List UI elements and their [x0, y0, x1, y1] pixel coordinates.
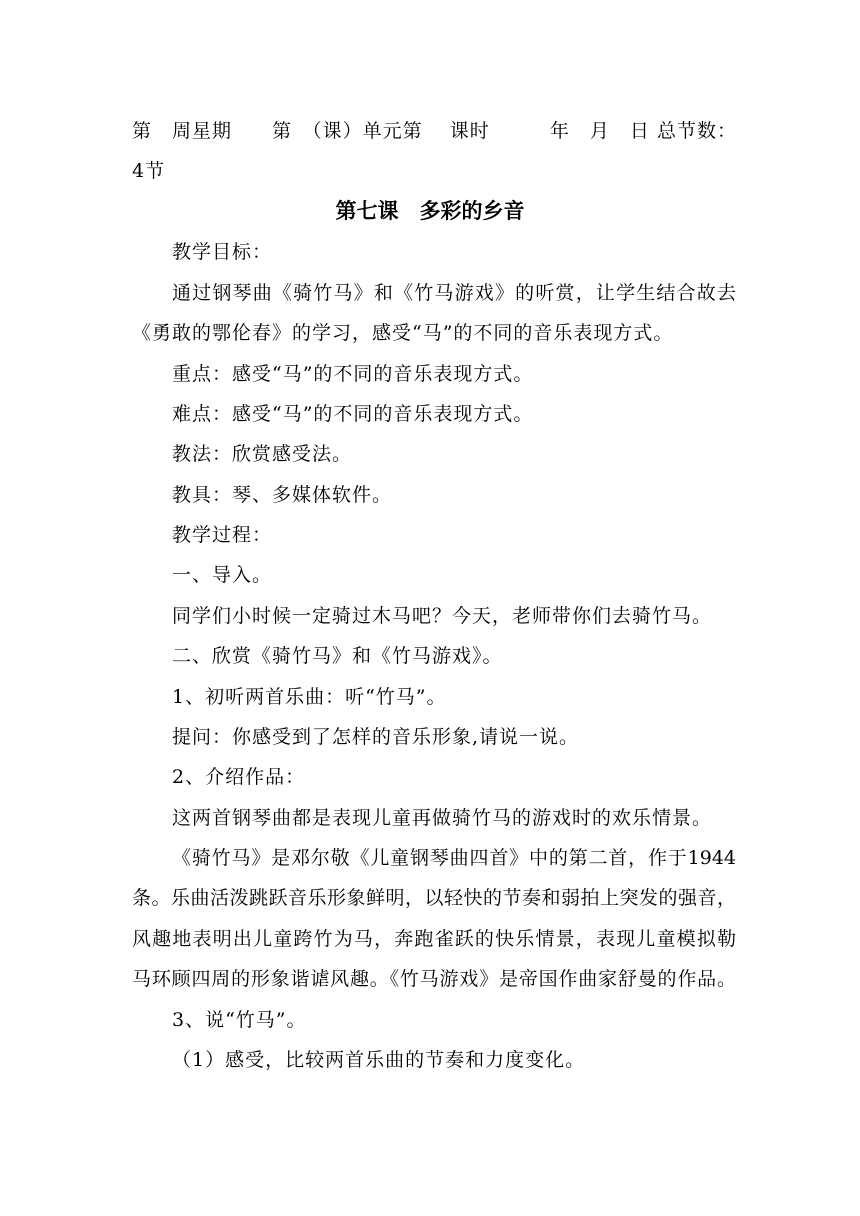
section-appreciation-heading: 二、欣赏《骑竹马》和《竹马游戏》。 — [172, 645, 503, 667]
paragraph-process-heading: 教学过程： — [172, 524, 273, 546]
header-line: 第 周星期 第 （课）单元第 课时 年 月 日 总节数： — [132, 120, 736, 142]
paragraph-work-line-3: 风趣地表明出儿童跨竹为马，奔跑雀跃的快乐情景，表现儿童模拟勒 — [132, 928, 736, 950]
paragraph-question: 提问：你感受到了怎样的音乐形象,请说一说。 — [172, 726, 580, 748]
paragraph-difficulty: 难点：感受“马”的不同的音乐表现方式。 — [172, 403, 534, 425]
paragraph-intro-text: 同学们小时候一定骑过木马吧？今天，老师带你们去骑竹马。 — [172, 605, 713, 627]
paragraph-key-point: 重点：感受“马”的不同的音乐表现方式。 — [172, 363, 534, 385]
section-intro-heading: 一、导入。 — [172, 564, 273, 586]
paragraph-work-line-1: 《骑竹马》是邓尔敬《儿童钢琴曲四首》中的第二首，作于1944 — [172, 847, 736, 869]
page-title: 第七课 多彩的乡音 — [335, 199, 525, 223]
paragraph-method: 教法：欣赏感受法。 — [172, 443, 353, 465]
paragraph-work-line-2: 条。乐曲活泼跳跃音乐形象鲜明，以轻快的节奏和弱拍上突发的强音， — [132, 887, 736, 909]
paragraph-objectives-line-2: 《勇敢的鄂伦春》的学习，感受“马”的不同的音乐表现方式。 — [132, 322, 674, 344]
paragraph-objectives-heading: 教学目标： — [172, 241, 273, 263]
paragraph-tools: 教具：琴、多媒体软件。 — [172, 484, 393, 506]
paragraph-work-line-4: 马环顾四周的形象谐谑风趣。《竹马游戏》是帝国作曲家舒曼的作品。 — [132, 968, 736, 990]
header-total-lessons: 4节 — [132, 160, 166, 182]
paragraph-step-1: 1、初听两首乐曲：听“竹马”。 — [172, 686, 447, 708]
paragraph-step-3: 3、说“竹马”。 — [172, 1009, 307, 1031]
paragraph-objectives-line-1: 通过钢琴曲《骑竹马》和《竹马游戏》的听赏，让学生结合故去 — [172, 282, 736, 304]
paragraph-step-3-1: （1）感受，比较两首乐曲的节奏和力度变化。 — [172, 1049, 586, 1071]
paragraph-step-2: 2、介绍作品： — [172, 766, 306, 788]
paragraph-description: 这两首钢琴曲都是表现儿童再做骑竹马的游戏时的欢乐情景。 — [172, 807, 713, 829]
